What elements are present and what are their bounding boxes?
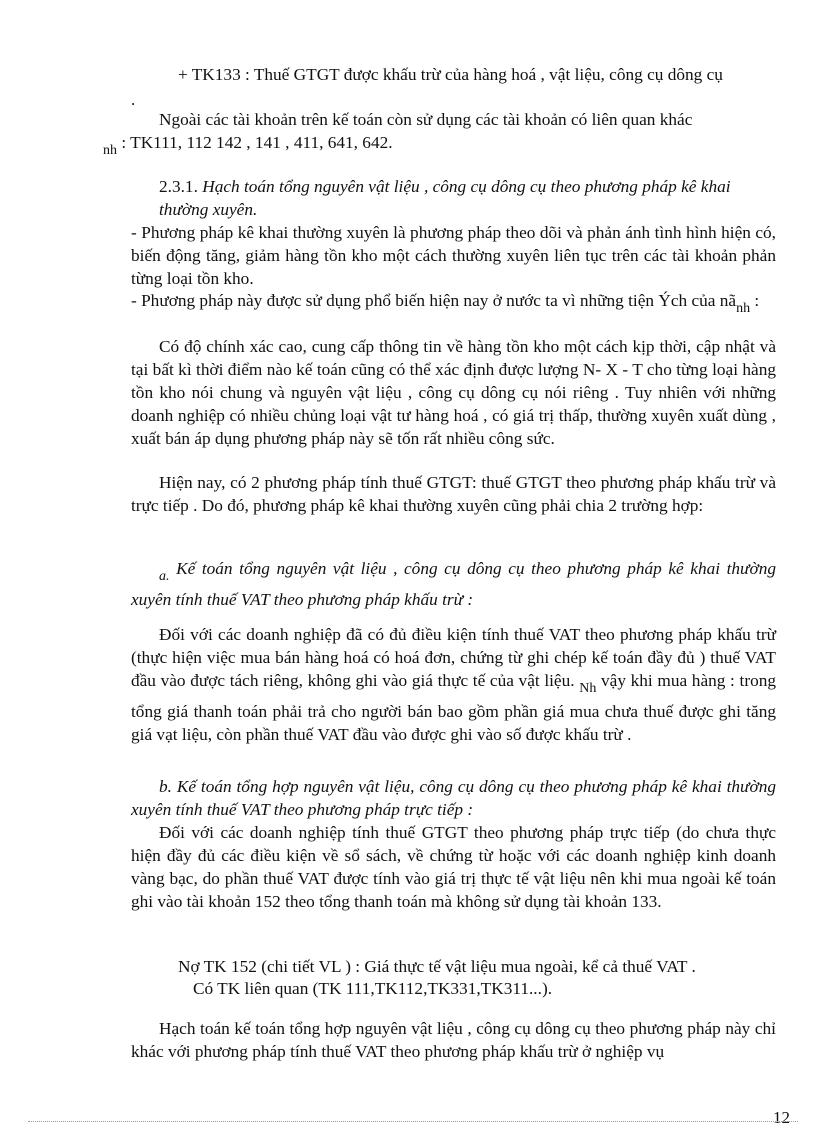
deduction-nh: Nh bbox=[579, 681, 597, 696]
paragraph-method-definition: - Phương pháp kê khai thường xuyên là phương pháp theo dõi và phản ánh tình hình hiện có, biến động tăng, giảm hàng tồn kho một cách thường xuyên liên tục trên các tài khoản phản từng loại tồn kho. bbox=[131, 223, 776, 288]
deduction-text: Đối với các doanh nghiệp đã có đủ điều kiện tính thuế VAT theo phương pháp khấu trừ (thực hiện việc mua bán hàng hoá có hoá đơn, chứng từ ghi chép kế toán đầy đủ ) thuế VAT đầu vào được tách riêng, không ghi vào giá thực tế của vật liệu. bbox=[131, 625, 776, 690]
paragraph-method-benefits bbox=[131, 289, 776, 320]
section-heading-2-3-1 bbox=[159, 175, 776, 221]
stray-dot: . bbox=[131, 90, 136, 109]
paragraph-vat-methods: Hiện nay, có 2 phương pháp tính thuế GTGT: thuế GTGT theo phương pháp khấu trừ và trực tiếp . Do đó, phương pháp kê khai thường xuyên cũng phải chia 2 trường hợp: bbox=[131, 473, 776, 515]
benefits-nh: nh bbox=[736, 301, 751, 316]
other-accounts-nh: nh bbox=[103, 143, 117, 158]
subheading-a-title: Kế toán tổng nguyên vật liệu , công cụ dông cụ theo phương pháp kê khai thường xuyên tính thuế VAT theo phương pháp khấu trừ : bbox=[131, 559, 776, 609]
section-title: Hạch toán tổng nguyên vật liệu , công cụ dông cụ theo phương pháp kê khai thường xuyên. bbox=[159, 177, 731, 219]
paragraph-accuracy: Có độ chính xác cao, cung cấp thông tin về hàng tồn kho một cách kịp thời, cập nhật và tại bất kì thời điểm nào kế toán cũng có thể xác định được lượng N- X - T cho từng loại hàng tồn kho nói chung và nguyên vật liệu , công cụ dông cụ nói riêng . Tuy nhiên với những doanh nghiệp có nhiều chủng loại vật tư hàng hoá , có giá trị thấp, thường xuyên xuất dùng , xuất bán áp dụng phương pháp này sẽ tốn rất nhiều công sức. bbox=[131, 337, 776, 448]
subheading-b-label: b. bbox=[159, 777, 172, 796]
benefits-text: - Phương pháp này được sử dụng phổ biến hiện nay ở nước ta vì những tiện Ých của nã bbox=[131, 291, 737, 310]
section-number: 2.3.1. bbox=[159, 177, 198, 196]
paragraph-tk133: + TK133 : Thuế GTGT được khấu trừ của hàng hoá , vật liệu, công cụ dông cụ bbox=[178, 65, 723, 84]
subheading-a-label: a. bbox=[159, 569, 170, 584]
page-number: 12 bbox=[773, 1108, 790, 1127]
paragraph-other-accounts bbox=[103, 108, 776, 162]
paragraph-direct-method: Đối với các doanh nghiệp tính thuế GTGT theo phương pháp trực tiếp (do chưa thực hiện đầy đủ các điều kiện về sổ sách, về chứng từ hoặc với các doanh nghiệp kinh doanh vàng bạc, do phần thuế VAT được tính vào giá trị thực tế vật liệu nên khi mua ngoài kế toán ghi vào tài khoản 152 theo tổng thanh toán mà không sử dụng tài khoản 133. bbox=[131, 823, 776, 911]
benefits-colon: : bbox=[754, 291, 760, 310]
other-accounts-text: Ngoài các tài khoản trên kế toán còn sử dụng các tài khoản có liên quan khác bbox=[159, 110, 693, 129]
paragraph-summary: Hạch toán kế toán tổng hợp nguyên vật liệu , công cụ dông cụ theo phương pháp này chỉ khác với phương pháp tính thuế VAT theo phương pháp khấu trừ ở nghiệp vụ bbox=[131, 1019, 776, 1061]
journal-entry-credit: Có TK liên quan (TK 111,TK112,TK331,TK311...). bbox=[193, 979, 553, 998]
deduction-text-2: vậy khi mua hàng : trong tổng giá thanh toán phải trả cho người bán bao gồm phần giá mua chưa thuế được ghi tăng giá vạt liệu, còn phần thuế VAT đầu vào được ghi vào số được khấu trừ . bbox=[131, 671, 776, 744]
subheading-b bbox=[131, 775, 776, 821]
subheading-a bbox=[131, 557, 776, 611]
journal-entry-debit: Nợ TK 152 (chi tiết VL ) : Giá thực tế vật liệu mua ngoài, kể cả thuế VAT . bbox=[178, 957, 696, 976]
paragraph-deduction bbox=[131, 623, 776, 746]
subheading-b-title: Kế toán tổng hợp nguyên vật liệu, công cụ dông cụ theo phương pháp kê khai thường xuyên tính thuế VAT theo phương pháp trực tiếp : bbox=[131, 777, 776, 819]
other-accounts-list: : TK111, 112 142 , 141 , 411, 641, 642. bbox=[121, 133, 393, 152]
footer-divider bbox=[28, 1121, 798, 1122]
